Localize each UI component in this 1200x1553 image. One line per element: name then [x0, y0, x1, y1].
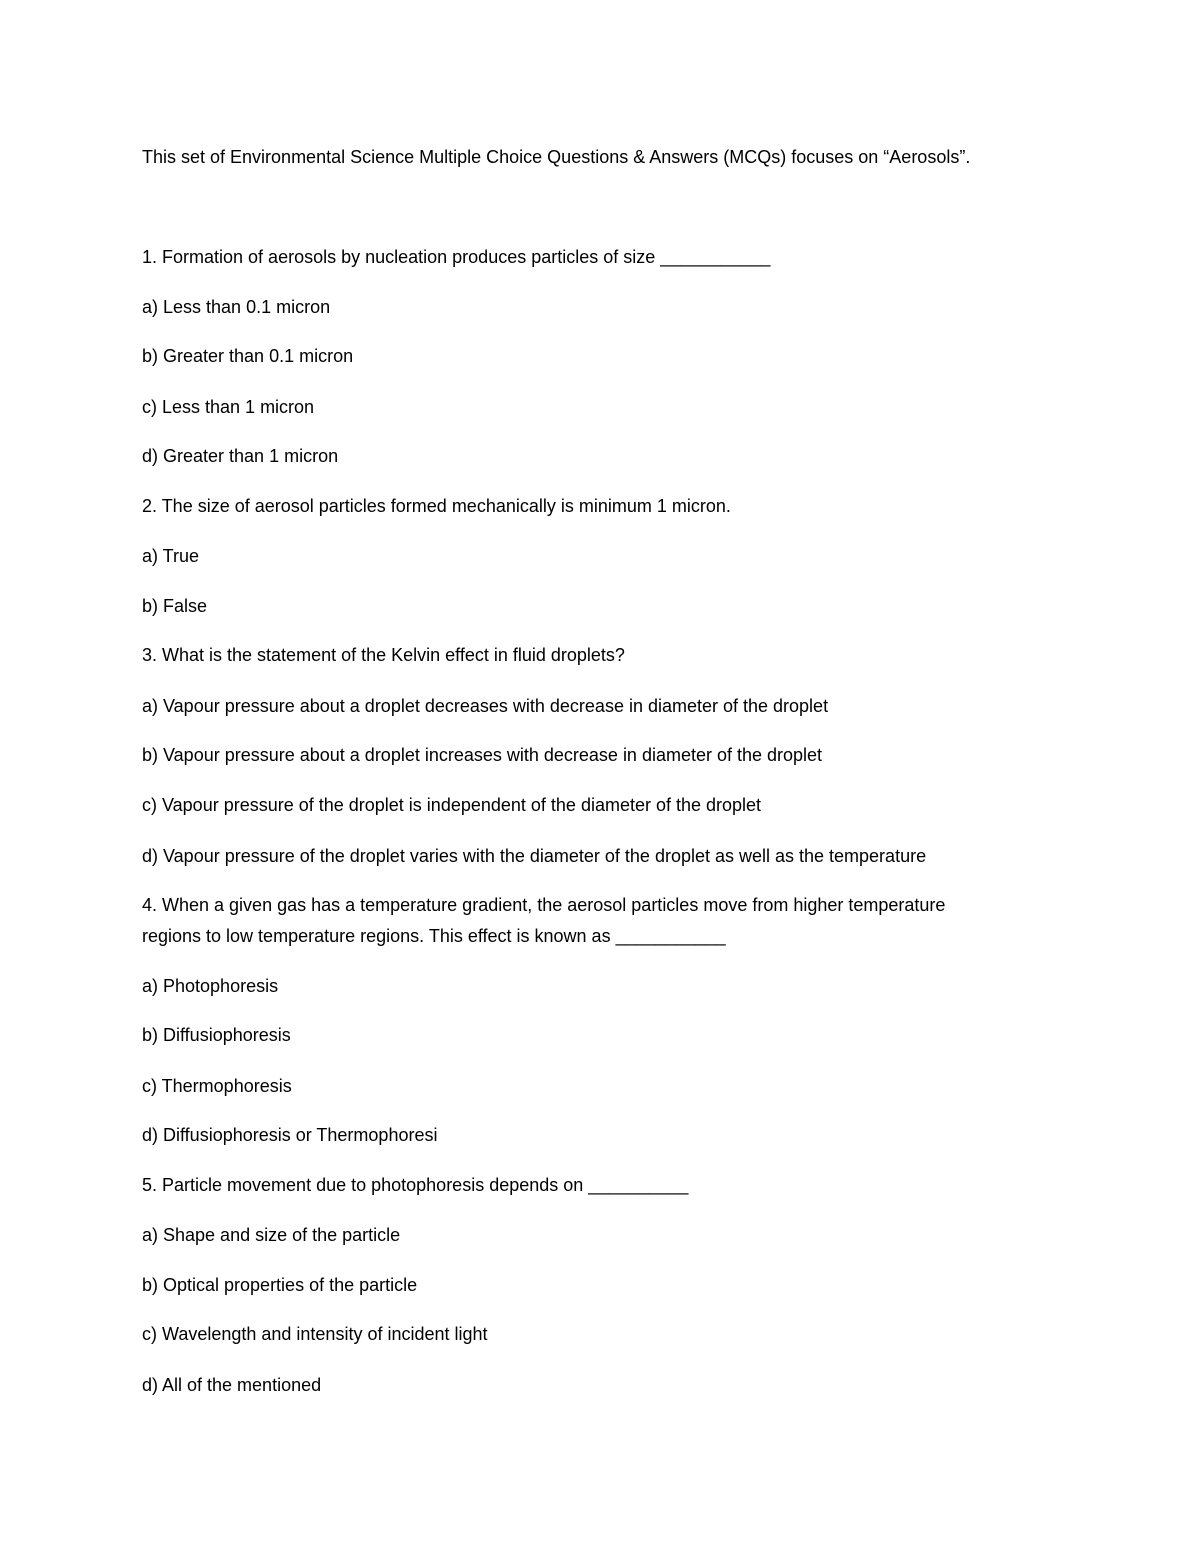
question-1-option-c: c) Less than 1 micron [142, 397, 315, 417]
question-2-option-a: a) True [142, 546, 200, 566]
question-5-option-d: d) All of the mentioned [142, 1375, 322, 1395]
question-1-text: 1. Formation of aerosols by nucleation produces particles of size ___________ [142, 247, 771, 267]
question-2-text: 2. The size of aerosol particles formed mechanically is minimum 1 micron. [142, 496, 731, 516]
question-4-text-line-1: 4. When a given gas has a temperature gradient, the aerosol particles move from higher temperature [142, 895, 946, 915]
intro-text: This set of Environmental Science Multiple Choice Questions & Answers (MCQs) focuses on “Aerosols”. [142, 147, 971, 167]
question-3-option-b: b) Vapour pressure about a droplet increases with decrease in diameter of the droplet [142, 745, 823, 765]
question-1-option-a: a) Less than 0.1 micron [142, 297, 331, 317]
question-1-option-d: d) Greater than 1 micron [142, 446, 339, 466]
question-4-option-c: c) Thermophoresis [142, 1076, 292, 1096]
question-4-option-a: a) Photophoresis [142, 976, 279, 996]
question-5-option-c: c) Wavelength and intensity of incident light [142, 1324, 488, 1344]
question-1-option-b: b) Greater than 0.1 micron [142, 346, 354, 366]
question-5-option-b: b) Optical properties of the particle [142, 1275, 418, 1295]
question-4-option-b: b) Diffusiophoresis [142, 1025, 291, 1045]
question-5-option-a: a) Shape and size of the particle [142, 1225, 401, 1245]
question-2-option-b: b) False [142, 596, 208, 616]
question-5-text: 5. Particle movement due to photophoresis depends on __________ [142, 1175, 689, 1195]
question-4-text-line-2: regions to low temperature regions. This effect is known as ___________ [142, 926, 726, 946]
question-3-text: 3. What is the statement of the Kelvin effect in fluid droplets? [142, 645, 625, 665]
question-3-option-c: c) Vapour pressure of the droplet is independent of the diameter of the droplet [142, 795, 762, 815]
question-4-option-d: d) Diffusiophoresis or Thermophoresi [142, 1125, 438, 1145]
question-3-option-a: a) Vapour pressure about a droplet decreases with decrease in diameter of the droplet [142, 696, 829, 716]
question-3-option-d: d) Vapour pressure of the droplet varies with the diameter of the droplet as well as the temperature [142, 846, 927, 866]
